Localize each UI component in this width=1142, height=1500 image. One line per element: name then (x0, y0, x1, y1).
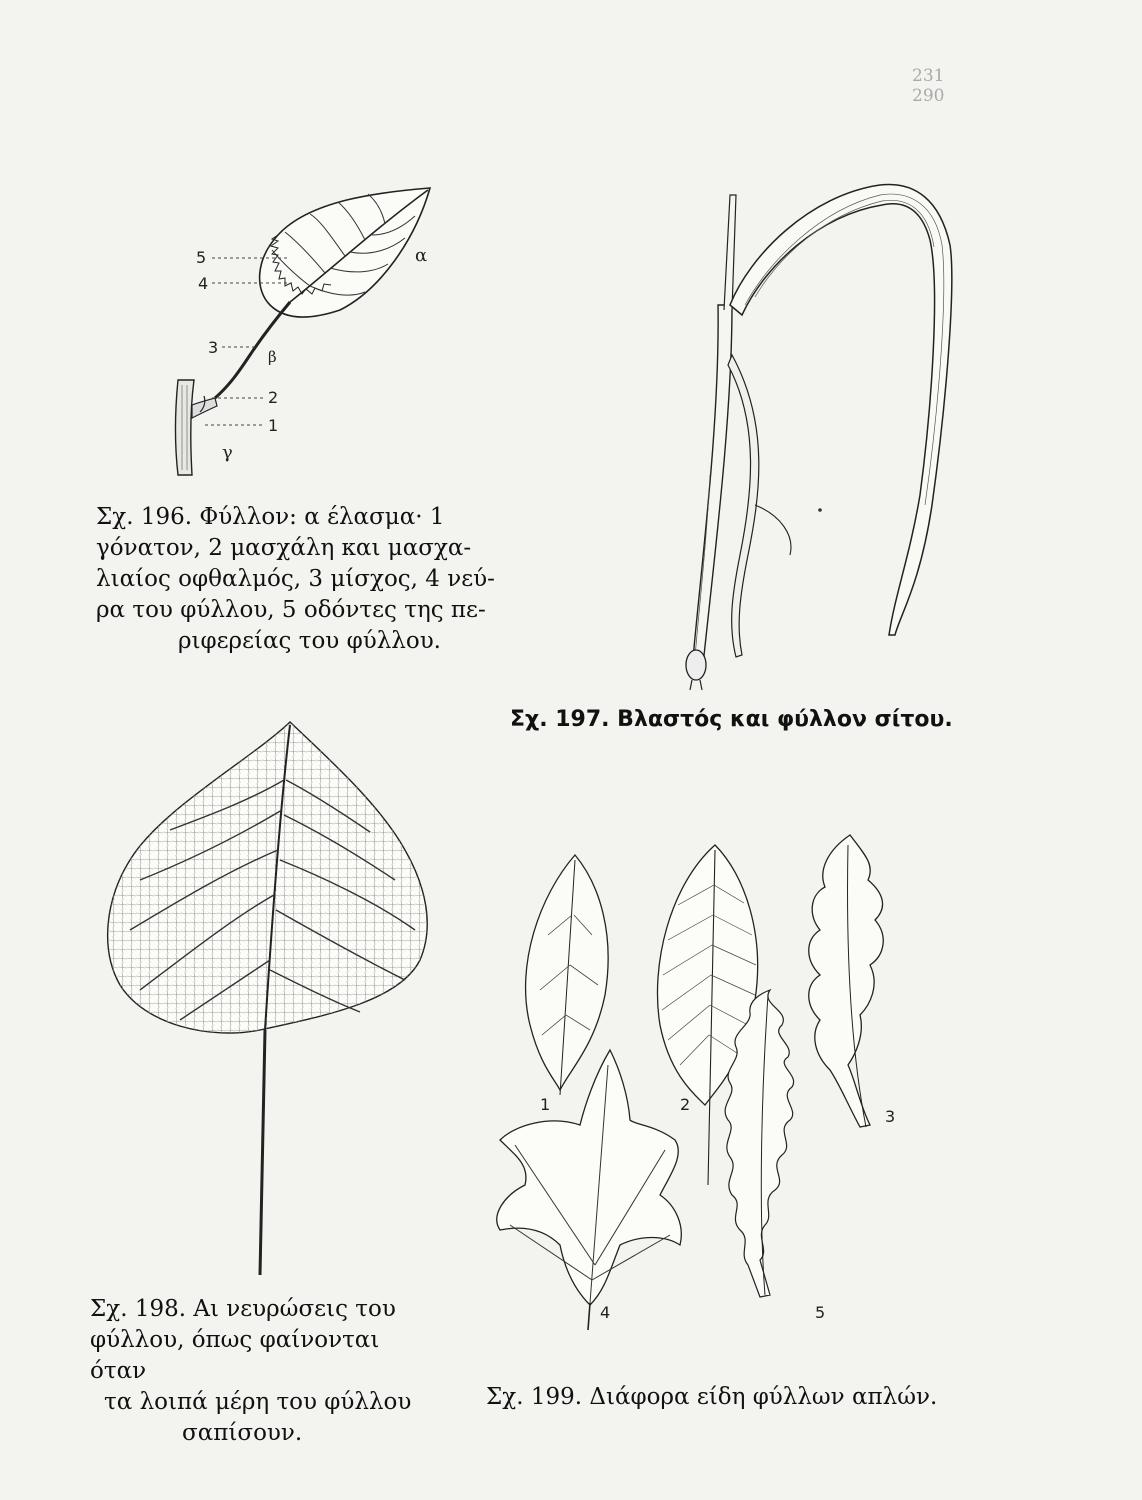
figure-196-leaf-parts (160, 180, 450, 480)
label-gamma: γ (222, 442, 233, 463)
figure-196-caption (96, 502, 516, 657)
figure-198-caption (90, 1294, 430, 1449)
leaf-label-3: 3 (885, 1107, 896, 1126)
caption-line: γόνατον, 2 μασχάλη και μασχα- (96, 535, 472, 561)
page-number: 231 (912, 66, 945, 86)
label-5: 5 (196, 248, 207, 267)
caption-line: ρα του φύλλου, 5 οδόντες της πε- (96, 597, 486, 623)
caption-line: Σχ. 196. Φύλλον: α έλασμα· 1 (96, 504, 445, 530)
caption-line: τα λοιπά μέρη του φύλλου (104, 1389, 412, 1415)
caption-line: Σχ. 198. Αι νευρώσεις του (90, 1296, 396, 1322)
page-number-mirror: 290 (912, 86, 945, 106)
label-4: 4 (198, 274, 209, 293)
label-beta: β (268, 348, 277, 366)
label-alpha: α (415, 245, 428, 266)
caption-line: σαπίσουν. (182, 1420, 303, 1446)
leaf-diagram-illustration (160, 180, 450, 480)
figure-197-wheat-stem (670, 175, 970, 700)
leaf-4-palmate (497, 1050, 681, 1330)
caption-line: λιαίος οφθαλμός, 3 μίσχος, 4 νεύ- (96, 566, 495, 592)
label-1: 1 (268, 416, 279, 435)
leaf-label-1: 1 (540, 1095, 551, 1114)
figure-199-simple-leaves (470, 825, 950, 1335)
leaf-label-5: 5 (815, 1303, 826, 1322)
simple-leaves-illustration (470, 825, 950, 1335)
figure-198-leaf-venation (100, 720, 440, 1280)
leaf-3-lobed (809, 835, 883, 1127)
caption-line: φύλλου, όπως φαίνονται όταν (90, 1327, 380, 1384)
figure-199-caption: Σχ. 199. Διάφορα είδη φύλλων απλών. (486, 1384, 938, 1410)
caption-line: ριφερείας του φύλλου. (178, 628, 441, 654)
figure-197-caption: Σχ. 197. Βλαστός και φύλλον σίτου. (510, 707, 953, 732)
label-2: 2 (268, 388, 279, 407)
venation-illustration (100, 720, 440, 1280)
leaf-label-4: 4 (600, 1303, 611, 1322)
label-3: 3 (208, 338, 219, 357)
leaf-1-ovate (526, 855, 609, 1095)
wheat-stem-illustration (670, 175, 970, 700)
leaf-label-2: 2 (680, 1095, 691, 1114)
